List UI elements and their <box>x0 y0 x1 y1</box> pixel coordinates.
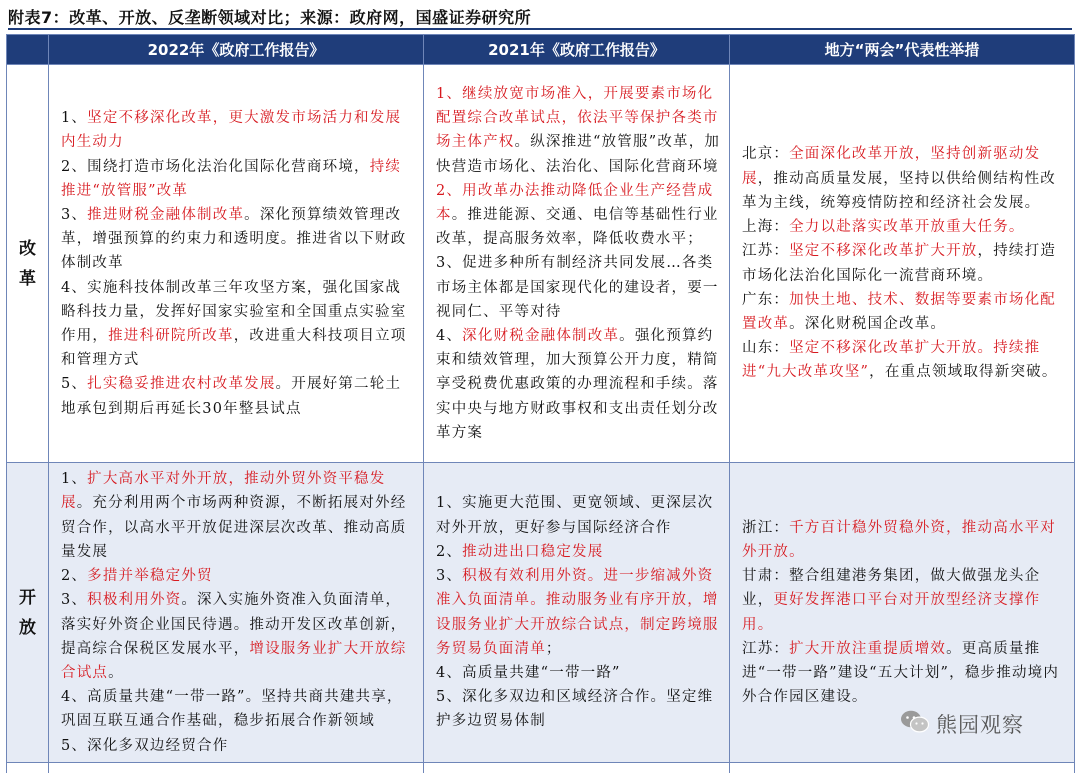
cell-paragraph <box>61 685 415 733</box>
header-corner <box>7 35 49 65</box>
header-local-measures: 地方“两会”代表性举措 <box>730 35 1075 65</box>
cell-empty <box>730 763 1075 773</box>
cell-text: 。 <box>108 664 124 681</box>
row-label-char: 放 <box>19 617 36 638</box>
cell-paragraph <box>436 324 721 445</box>
row-label-text <box>7 583 48 643</box>
cell-text: 。深化预算绩效管理改革，增强预算的约束力和透明度。推进省以下财政体制改革 <box>61 206 407 272</box>
page-title: 附表7：改革、开放、反垄断领域对比；来源：政府网，国盛证券研究所 <box>8 6 1072 30</box>
cell-text: 。充分利用两个市场两种资源，不断拓展对外经贸合作，以高水平开放促进深层次改革、推动高质量发展 <box>61 495 407 560</box>
cell-text: ，持续打造市场化法治化国际化一流营商环境。 <box>742 243 1057 284</box>
highlight-text: 扎实稳妥推进农村改革发展 <box>87 376 276 393</box>
cell-opening-2022 <box>49 463 424 763</box>
row-label-char: 改 <box>19 238 36 259</box>
cell-text: 。纵深推进“放管服”改革，加快营造市场化、法治化、国际化营商环境 <box>436 134 721 175</box>
cell-opening-2021 <box>424 463 730 763</box>
highlight-text: 千方百计稳外贸稳外资，推动高水平对外开放。 <box>742 519 1057 560</box>
table-header-row <box>7 35 1075 65</box>
highlight-text: 加快土地、技术、数据等要素市场化配置改革 <box>742 291 1057 332</box>
highlight-text: 坚定不移深化改革扩大开放 <box>789 243 978 260</box>
cell-text: 甘肃：整合组建港务集团，做大做强龙头企业， <box>742 568 1041 609</box>
cell-text: 5、 <box>61 376 88 393</box>
cell-text: 3、 <box>61 206 88 223</box>
highlight-text: 推进财税金融体制改革 <box>87 206 245 223</box>
cell-paragraph <box>436 179 721 252</box>
cell-paragraph <box>61 588 415 685</box>
cell-paragraph <box>742 142 1066 215</box>
cell-paragraph <box>436 661 721 685</box>
cell-text: 江苏： <box>742 243 790 260</box>
highlight-text: 扩大高水平对外开放，推动外贸外资平稳发展 <box>61 471 386 512</box>
highlight-text: 积极有效利用外资。进一步缩减外资准入负面清单。推动服务业有序开放，增设服务业扩大开放综合试点，制定跨境服务贸易负面清单 <box>436 568 719 657</box>
cell-paragraph <box>742 288 1066 336</box>
cell-paragraph <box>61 106 415 154</box>
cell-text: 4、实施科技体制改革三年攻坚方案，强化国家战略科技力量，发挥好国家实验室和全国重点实验室作用， <box>61 279 407 344</box>
cell-text: 。推进能源、交通、电信等基础性行业改革，提高服务效率，降低收费水平； <box>436 206 719 248</box>
cell-text: 5、深化多双边经贸合作 <box>61 737 229 754</box>
cell-empty <box>7 763 49 773</box>
cell-reform-local <box>730 65 1075 463</box>
row-label-text <box>7 234 48 294</box>
cell-paragraph <box>436 82 721 179</box>
cell-paragraph <box>61 155 415 203</box>
cell-text: 江苏： <box>742 640 790 657</box>
cell-text: 。开展好第二轮土地承包到期后再延长30年整县试点 <box>61 376 402 417</box>
highlight-text: 1、继续放宽市场准入，开展要素市场化配置综合改革试点，依法平等保护各类市场主体产权 <box>436 85 719 151</box>
cell-paragraph <box>61 467 415 564</box>
cell-paragraph <box>436 251 721 324</box>
table-row-next <box>7 763 1075 773</box>
cell-paragraph <box>742 637 1066 710</box>
highlight-text: 积极利用外资 <box>87 592 182 609</box>
cell-paragraph <box>436 491 721 539</box>
highlight-text: 多措并举稳定外贸 <box>87 568 213 585</box>
header-2022-report: 2022年《政府工作报告》 <box>49 35 424 65</box>
cell-reform-2022 <box>49 65 424 463</box>
wechat-icon <box>900 709 930 740</box>
cell-paragraph <box>436 685 721 733</box>
cell-text: ； <box>545 640 562 657</box>
cell-text: 2、围绕打造市场化法治化国际化营商环境， <box>61 158 370 175</box>
table-row-reform <box>7 65 1075 463</box>
highlight-text: 扩大开放注重提质增效 <box>789 640 947 657</box>
highlight-text: 坚定不移深化改革，更大激发市场活力和发展内生动力 <box>61 110 402 151</box>
cell-paragraph <box>61 372 415 420</box>
highlight-text: 增设服务业扩大开放综合试点 <box>61 640 407 681</box>
cell-text: 3、 <box>61 592 88 609</box>
cell-text: 4、高质量共建“一带一路” <box>436 664 621 681</box>
cell-text: 1、实施更大范围、更宽领域、更深层次对外开放，更好参与国际经济合作 <box>436 495 714 536</box>
cell-text: 1、 <box>61 110 88 127</box>
cell-text: ，改进重大科技项目立项和管理方式 <box>61 328 407 369</box>
cell-text: 浙江： <box>742 519 790 536</box>
cell-text: 3、促进多种所有制经济共同发展…各类市场主体都是国家现代化的建设者，要一视同仁、平等对待 <box>436 255 719 320</box>
cell-paragraph <box>61 203 415 276</box>
cell-paragraph <box>436 540 721 564</box>
cell-text: 5、深化多双边和区域经济合作。坚定维护多边贸易体制 <box>436 689 714 730</box>
cell-text: 3、 <box>436 568 463 585</box>
cell-paragraph <box>742 215 1066 239</box>
cell-paragraph <box>742 239 1066 287</box>
cell-paragraph <box>742 336 1066 384</box>
cell-text: 广东： <box>742 291 790 308</box>
row-label-char: 开 <box>19 587 36 608</box>
cell-empty <box>49 763 424 773</box>
cell-text: 4、 <box>436 328 463 344</box>
cell-text: 北京： <box>742 146 790 163</box>
watermark <box>900 706 1070 742</box>
highlight-text: 推动进出口稳定发展 <box>462 543 604 560</box>
highlight-text: 深化财税金融体制改革 <box>462 328 620 344</box>
cell-paragraph <box>436 564 721 661</box>
row-label-char: 革 <box>19 268 36 289</box>
highlight-text: 全面深化改革开放，坚持创新驱动发展 <box>742 146 1041 187</box>
highlight-text: 持续推进“放管服”改革 <box>61 158 402 199</box>
highlight-text: 更好发挥港口平台对开放型经济支撑作用。 <box>742 592 1041 633</box>
cell-paragraph <box>742 564 1066 637</box>
cell-text: 。更高质量推进“一带一路”建设“五大计划”，稳步推动境内外合作园区建设。 <box>742 640 1060 706</box>
cell-text: 2、 <box>61 568 88 585</box>
cell-text: 上海： <box>742 219 790 236</box>
cell-reform-2021 <box>424 65 730 463</box>
cell-text: 1、 <box>61 471 88 488</box>
cell-text: 2、 <box>436 543 463 560</box>
cell-paragraph <box>61 276 415 373</box>
highlight-text: 坚定不移深化改革扩大开放。持续推进“九大改革攻坚” <box>742 340 1041 381</box>
comparison-table <box>6 34 1075 773</box>
cell-text: 。强化预算约束和绩效管理，加大预算公开力度，精简享受税费优惠政策的办理流程和手续。落实中央与地方财政事权和支出责任划分改革方案 <box>436 328 719 441</box>
cell-text: ，在重点领域取得新突破。 <box>869 364 1058 381</box>
highlight-text: 推进科研院所改革 <box>108 328 234 344</box>
cell-text: 山东： <box>742 340 790 357</box>
header-2021-report: 2021年《政府工作报告》 <box>424 35 730 65</box>
cell-text: 4、高质量共建“一带一路”。坚持共商共建共享，巩固互联互通合作基础，稳步拓展合作新领域 <box>61 689 403 730</box>
row-label-reform <box>7 65 49 463</box>
cell-paragraph <box>742 516 1066 564</box>
highlight-text: 2、用改革办法推动降低企业生产经营成本 <box>436 182 714 223</box>
cell-text: 。深入实施外资准入负面清单，落实好外资企业国民待遇。推动开发区改革创新，提高综合保税区发展水平， <box>61 592 407 657</box>
cell-text: 。深化财税国企改革。 <box>789 315 947 332</box>
cell-text: ，推动高质量发展，坚持以供给侧结构性改革为主线，统筹疫情防控和经济社会发展。 <box>742 170 1057 211</box>
highlight-text: 全力以赴落实改革开放重大任务。 <box>789 219 1025 236</box>
cell-empty <box>424 763 730 773</box>
cell-paragraph <box>61 564 415 588</box>
cell-paragraph <box>61 734 415 758</box>
watermark-text: 熊园观察 <box>936 713 1024 737</box>
row-label-opening <box>7 463 49 763</box>
